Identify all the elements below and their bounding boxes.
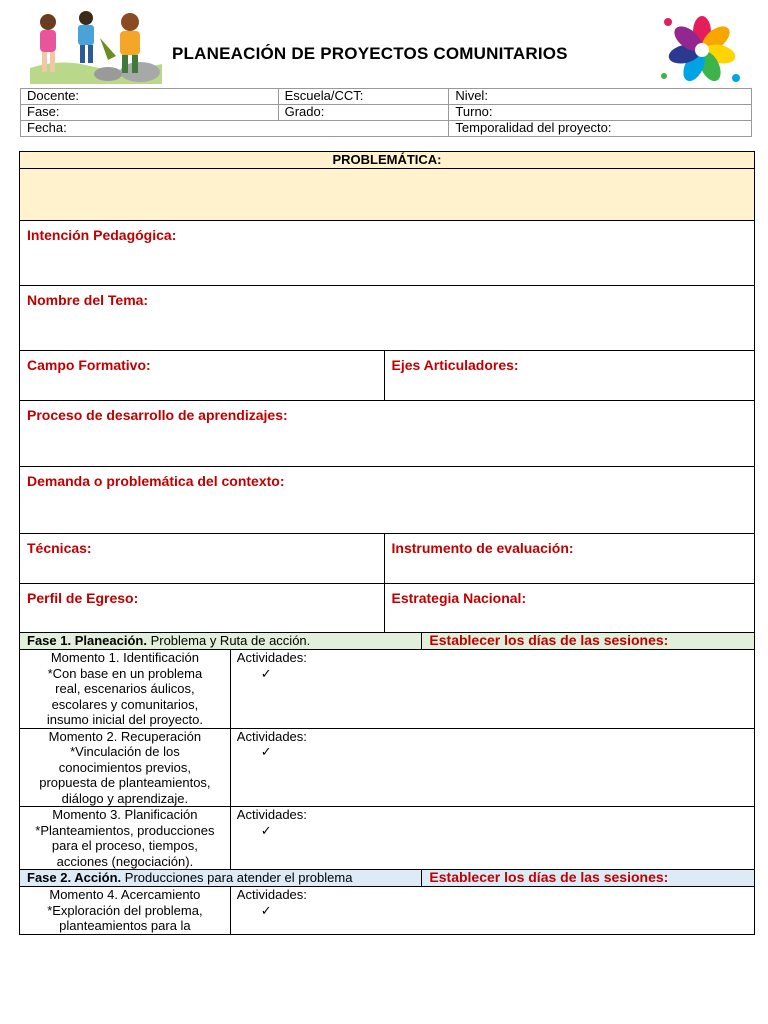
moment-3-activities[interactable]: Actividades: ✓ xyxy=(230,807,754,870)
instrumento-evaluacion-field[interactable] xyxy=(384,534,755,584)
campo-formativo-field[interactable] xyxy=(20,351,385,401)
moment-row xyxy=(20,650,755,729)
checkmark-icon: ✓ xyxy=(260,902,272,918)
estrategia-nacional-label: Estrategia Nacional: xyxy=(391,590,527,606)
colorful-flower-logo-icon xyxy=(650,6,750,96)
phase-1-header-row xyxy=(20,633,755,650)
demanda-contexto-label: Demanda o problemática del contexto: xyxy=(27,473,285,489)
moment-2-activities[interactable]: Actividades: ✓ xyxy=(230,728,754,807)
checkmark-icon: ✓ xyxy=(260,665,272,681)
moment-row xyxy=(20,807,755,870)
turno-field[interactable]: Turno: xyxy=(449,105,752,121)
intencion-pedagogica-field[interactable] xyxy=(20,221,755,286)
nombre-tema-field[interactable] xyxy=(20,286,755,351)
fecha-field[interactable]: Fecha: xyxy=(21,121,449,137)
problematica-header: PROBLEMÁTICA: xyxy=(20,152,755,169)
phase-2-header-row xyxy=(20,870,755,887)
intencion-pedagogica-label: Intención Pedagógica: xyxy=(27,227,177,243)
moment-row xyxy=(20,887,755,935)
ejes-articuladores-field[interactable] xyxy=(384,351,755,401)
problematica-input[interactable] xyxy=(20,169,755,221)
tecnicas-label: Técnicas: xyxy=(27,540,92,556)
demanda-contexto-field[interactable] xyxy=(20,467,755,534)
temporalidad-field[interactable]: Temporalidad del proyecto: xyxy=(449,121,752,137)
page-header xyxy=(0,0,768,88)
estrategia-nacional-field[interactable] xyxy=(384,584,755,633)
children-illustration-icon xyxy=(30,8,162,84)
escuela-cct-field[interactable]: Escuela/CCT: xyxy=(278,89,449,105)
phase-1-title: Fase 1. Planeación. Problema y Ruta de acción. xyxy=(20,633,422,650)
moment-4-description: Momento 4. Acercamiento *Exploración del problema, planteamientos para la xyxy=(20,887,231,935)
fase-field[interactable]: Fase: xyxy=(21,105,279,121)
document-title: PLANEACIÓN DE PROYECTOS COMUNITARIOS xyxy=(172,44,568,63)
moment-3-description: Momento 3. Planificación *Planteamientos, producciones para el proceso, tiempos, acciones (negociación). xyxy=(20,807,231,870)
moment-2-description: Momento 2. Recuperación *Vinculación de los conocimientos previos, propuesta de planteamientos, diálogo y aprendizaje. xyxy=(20,728,231,807)
ejes-articuladores-label: Ejes Articuladores: xyxy=(391,357,519,373)
phase-2-title: Fase 2. Acción. Producciones para atender el problema xyxy=(20,870,422,887)
grado-field[interactable]: Grado: xyxy=(278,105,449,121)
moment-1-activities[interactable]: Actividades: ✓ xyxy=(230,650,754,729)
nombre-tema-label: Nombre del Tema: xyxy=(27,292,149,308)
phase-1-sessions-label[interactable]: Establecer los días de las sesiones: xyxy=(422,633,755,650)
instrumento-evaluacion-label: Instrumento de evaluación: xyxy=(391,540,574,556)
campo-formativo-label: Campo Formativo: xyxy=(27,357,151,373)
phase-2-sessions-label[interactable]: Establecer los días de las sesiones: xyxy=(422,870,755,887)
nivel-field[interactable]: Nivel: xyxy=(449,89,752,105)
proceso-desarrollo-label: Proceso de desarrollo de aprendizajes: xyxy=(27,407,288,423)
moment-4-activities[interactable]: Actividades: ✓ xyxy=(230,887,754,935)
perfil-egreso-label: Perfil de Egreso: xyxy=(27,590,139,606)
moment-1-description: Momento 1. Identificación *Con base en un problema real, escenarios áulicos, escolares y comunitarios, insumo inicial del proyecto. xyxy=(20,650,231,729)
planning-table xyxy=(19,151,755,935)
perfil-egreso-field[interactable] xyxy=(20,584,385,633)
checkmark-icon: ✓ xyxy=(260,744,272,759)
tecnicas-field[interactable] xyxy=(20,534,385,584)
docente-field[interactable]: Docente: xyxy=(21,89,279,105)
checkmark-icon: ✓ xyxy=(260,822,272,838)
proceso-desarrollo-field[interactable] xyxy=(20,401,755,467)
general-info-table xyxy=(20,88,752,137)
moment-row xyxy=(20,728,755,807)
